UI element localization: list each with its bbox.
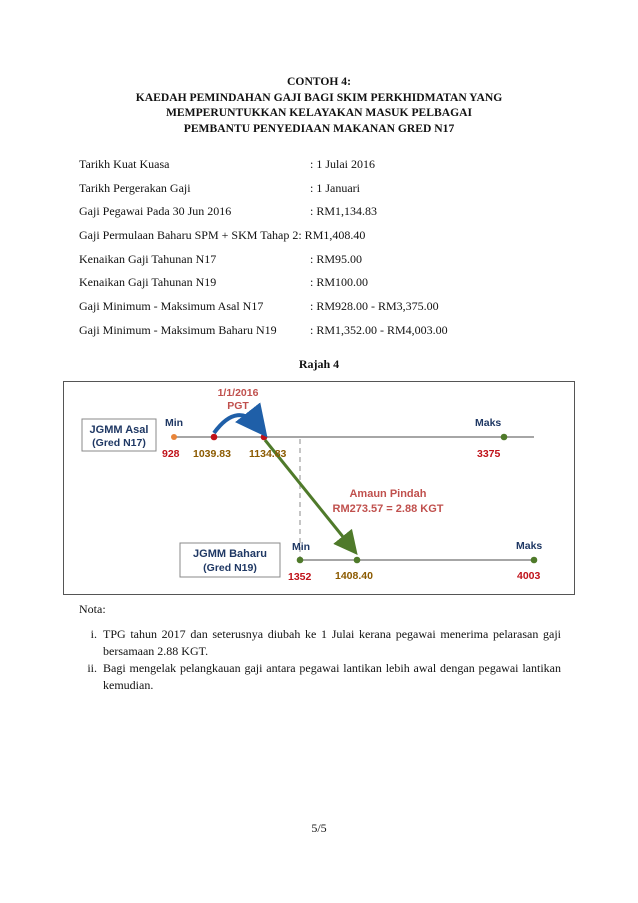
example-title: CONTOH 4: <box>287 75 351 88</box>
jgmm-asal-label: JGMM Asal <box>89 424 149 436</box>
nota-item <box>79 660 561 694</box>
info-value: : 1 Januari <box>310 180 360 195</box>
amaun-pindah-value: RM273.57 = 2.88 KGT <box>332 503 444 515</box>
info-label: Gaji Pegawai Pada 30 Jun 2016 <box>79 204 232 219</box>
nota-item <box>79 626 561 660</box>
value-3375: 3375 <box>477 448 501 460</box>
document-heading <box>60 74 578 136</box>
point-103983 <box>211 434 218 441</box>
info-row-salary-june <box>79 204 559 228</box>
info-row-effective-date <box>79 157 559 181</box>
point-140840 <box>354 557 361 564</box>
jgmm-asal-grade: (Gred N17) <box>92 437 146 449</box>
jgmm-baharu-label: JGMM Baharu <box>193 548 267 560</box>
pgt-date-label: 1/1/2016 <box>217 387 259 399</box>
info-value: : 1 Julai 2016 <box>310 157 375 171</box>
info-row-range-n17 <box>79 299 559 323</box>
amaun-pindah-label: Amaun Pindah <box>349 488 427 500</box>
nota-text: TPG tahun 2017 dan seterusnya diubah ke 1 Julai kerana pegawai menerima pelarasan gaji bersamaan 2.88 KGT. <box>103 627 561 658</box>
diagram-canvas <box>64 382 576 596</box>
pgt-label: PGT <box>227 400 249 412</box>
info-value: : RM1,352.00 - RM4,003.00 <box>310 322 448 337</box>
nota-number: ii. <box>87 661 97 675</box>
heading-line-2: KAEDAH PEMINDAHAN GAJI BAGI SKIM PERKHIDMATAN YANG <box>135 90 503 104</box>
point-min-n19 <box>297 557 304 564</box>
value-928: 928 <box>162 448 180 460</box>
info-label: Tarikh Kuat Kuasa <box>79 157 170 171</box>
value-4003: 4003 <box>517 570 541 582</box>
nota-list <box>79 626 561 694</box>
heading-line-4: PEMBANTU PENYEDIAAN MAKANAN GRED N17 <box>183 121 455 135</box>
salary-transfer-diagram <box>63 381 575 595</box>
maks-label-top: Maks <box>475 417 502 429</box>
pgt-curve-arrow <box>214 415 260 433</box>
page-number: 5/5 <box>311 821 327 835</box>
value-1352: 1352 <box>288 571 312 583</box>
value-103983: 1039.83 <box>193 448 231 460</box>
info-row-range-n19 <box>79 323 559 347</box>
value-140840: 1408.40 <box>335 570 373 582</box>
maks-label-bottom: Maks <box>516 540 543 552</box>
info-label: Gaji Permulaan Baharu SPM + SKM Tahap 2: RM1,408.40 <box>79 228 366 243</box>
point-max-n19 <box>531 557 538 564</box>
info-row-increment-n17 <box>79 252 559 276</box>
min-label-bottom: Min <box>292 541 311 553</box>
min-label-top: Min <box>165 417 184 429</box>
info-value: : RM1,134.83 <box>310 204 378 219</box>
point-min-n17 <box>171 434 177 440</box>
nota-number: i. <box>90 627 97 641</box>
salary-info-list <box>79 157 559 347</box>
info-label: Gaji Minimum - Maksimum Baharu N19 <box>79 322 277 337</box>
value-113483: 1134.83 <box>249 448 287 460</box>
info-row-movement-date <box>79 181 559 205</box>
jgmm-baharu-grade: (Gred N19) <box>203 562 257 574</box>
info-value: : RM100.00 <box>310 275 369 290</box>
info-row-new-starting-salary <box>79 228 559 252</box>
nota-title: Nota: <box>79 602 106 616</box>
point-max-n17 <box>501 434 508 441</box>
info-label: Tarikh Pergerakan Gaji <box>79 180 191 195</box>
info-label: Kenaikan Gaji Tahunan N19 <box>79 275 217 290</box>
nota-text: Bagi mengelak pelangkauan gaji antara pegawai lantikan lebih awal dengan pegawai lantikan kemudian. <box>103 661 561 692</box>
info-value: : RM928.00 - RM3,375.00 <box>310 299 439 314</box>
figure-caption: Rajah 4 <box>298 357 340 371</box>
info-row-increment-n19 <box>79 275 559 299</box>
info-label: Gaji Minimum - Maksimum Asal N17 <box>79 299 264 314</box>
info-value: : RM95.00 <box>310 251 363 266</box>
info-label: Kenaikan Gaji Tahunan N17 <box>79 251 217 266</box>
heading-line-3: MEMPERUNTUKKAN KELAYAKAN MASUK PELBAGAI <box>165 106 473 120</box>
